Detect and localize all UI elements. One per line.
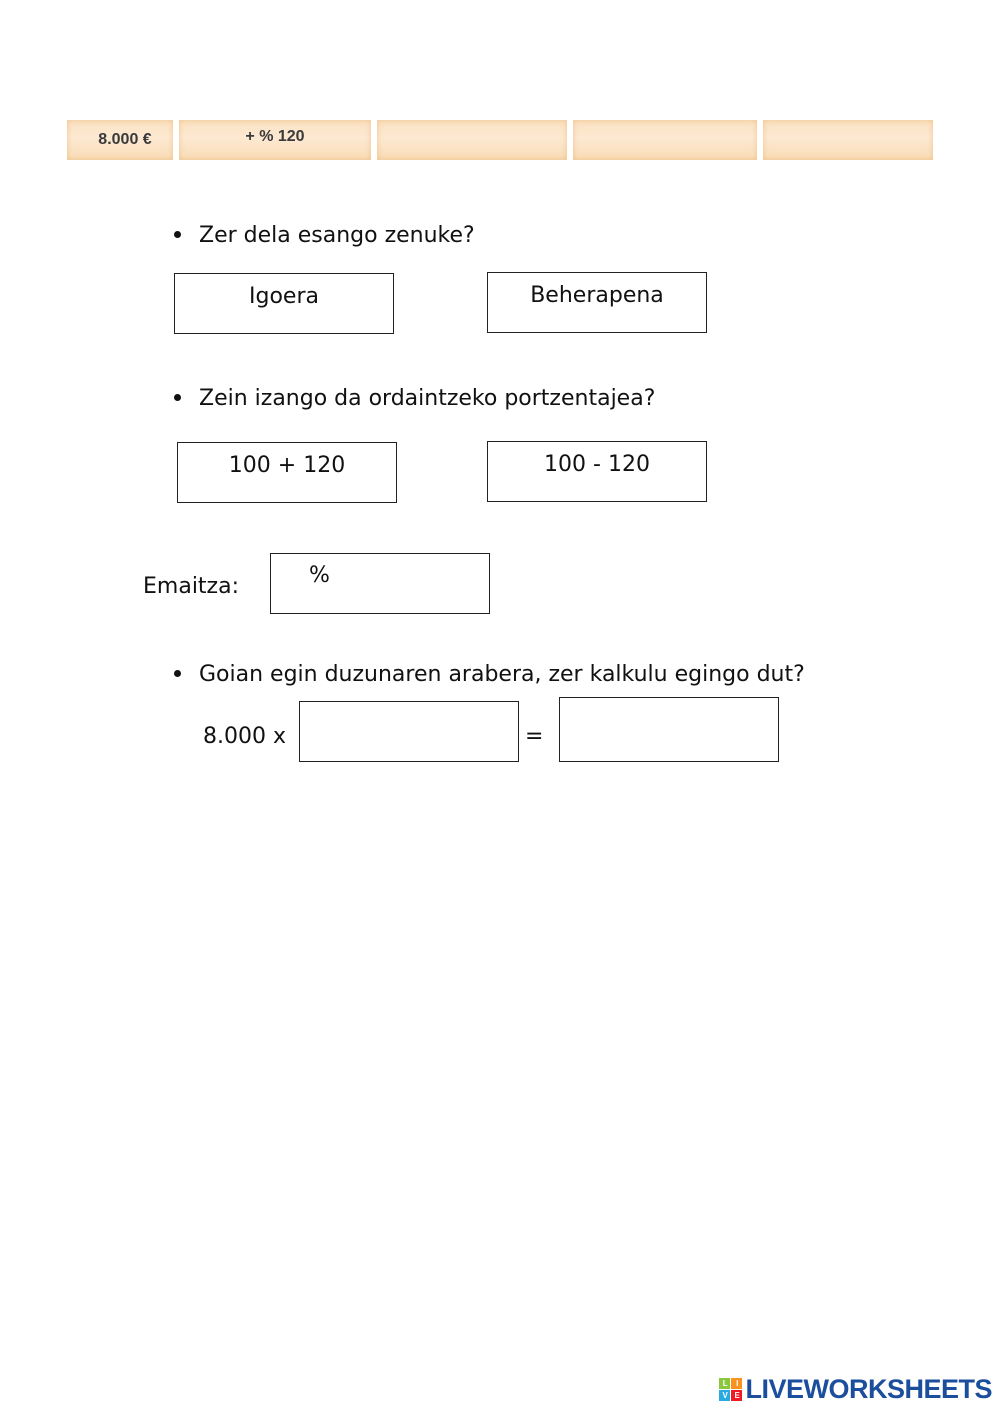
header-cell-empty-4 [573, 120, 757, 160]
question-2 [174, 386, 655, 412]
result-label: Emaitza: [143, 574, 239, 599]
calc-prefix: 8.000 x [203, 724, 286, 749]
header-cell-change: + % 120 [179, 120, 371, 160]
liveworksheets-logo [719, 1374, 992, 1405]
header-cell-empty-3 [377, 120, 567, 160]
equals-sign: = [525, 724, 544, 749]
header-table [67, 120, 933, 160]
option-beherapena-button[interactable]: Beherapena [487, 272, 707, 333]
bullet-icon [174, 231, 181, 238]
question-2-text: Zein izango da ordaintzeko portzentajea? [199, 386, 656, 411]
header-cell-amount: 8.000 € [67, 120, 173, 160]
liveworksheets-icon: L I V E [719, 1378, 742, 1401]
option-igoera-button[interactable]: Igoera [174, 273, 394, 334]
multiplier-input[interactable] [299, 701, 519, 762]
bullet-icon [174, 394, 181, 401]
question-1-text: Zer dela esango zenuke? [199, 223, 475, 248]
option-sum-button[interactable]: 100 + 120 [177, 442, 397, 503]
liveworksheets-text: LIVEWORKSHEETS [745, 1374, 992, 1404]
header-cell-empty-5 [763, 120, 933, 160]
question-3 [174, 662, 805, 688]
option-difference-button[interactable]: 100 - 120 [487, 441, 707, 502]
result-input[interactable]: % [270, 553, 490, 614]
bullet-icon [174, 670, 181, 677]
question-1 [174, 223, 475, 249]
question-3-text: Goian egin duzunaren arabera, zer kalkulu egingo dut? [199, 662, 805, 687]
result-total-input[interactable] [559, 697, 779, 762]
